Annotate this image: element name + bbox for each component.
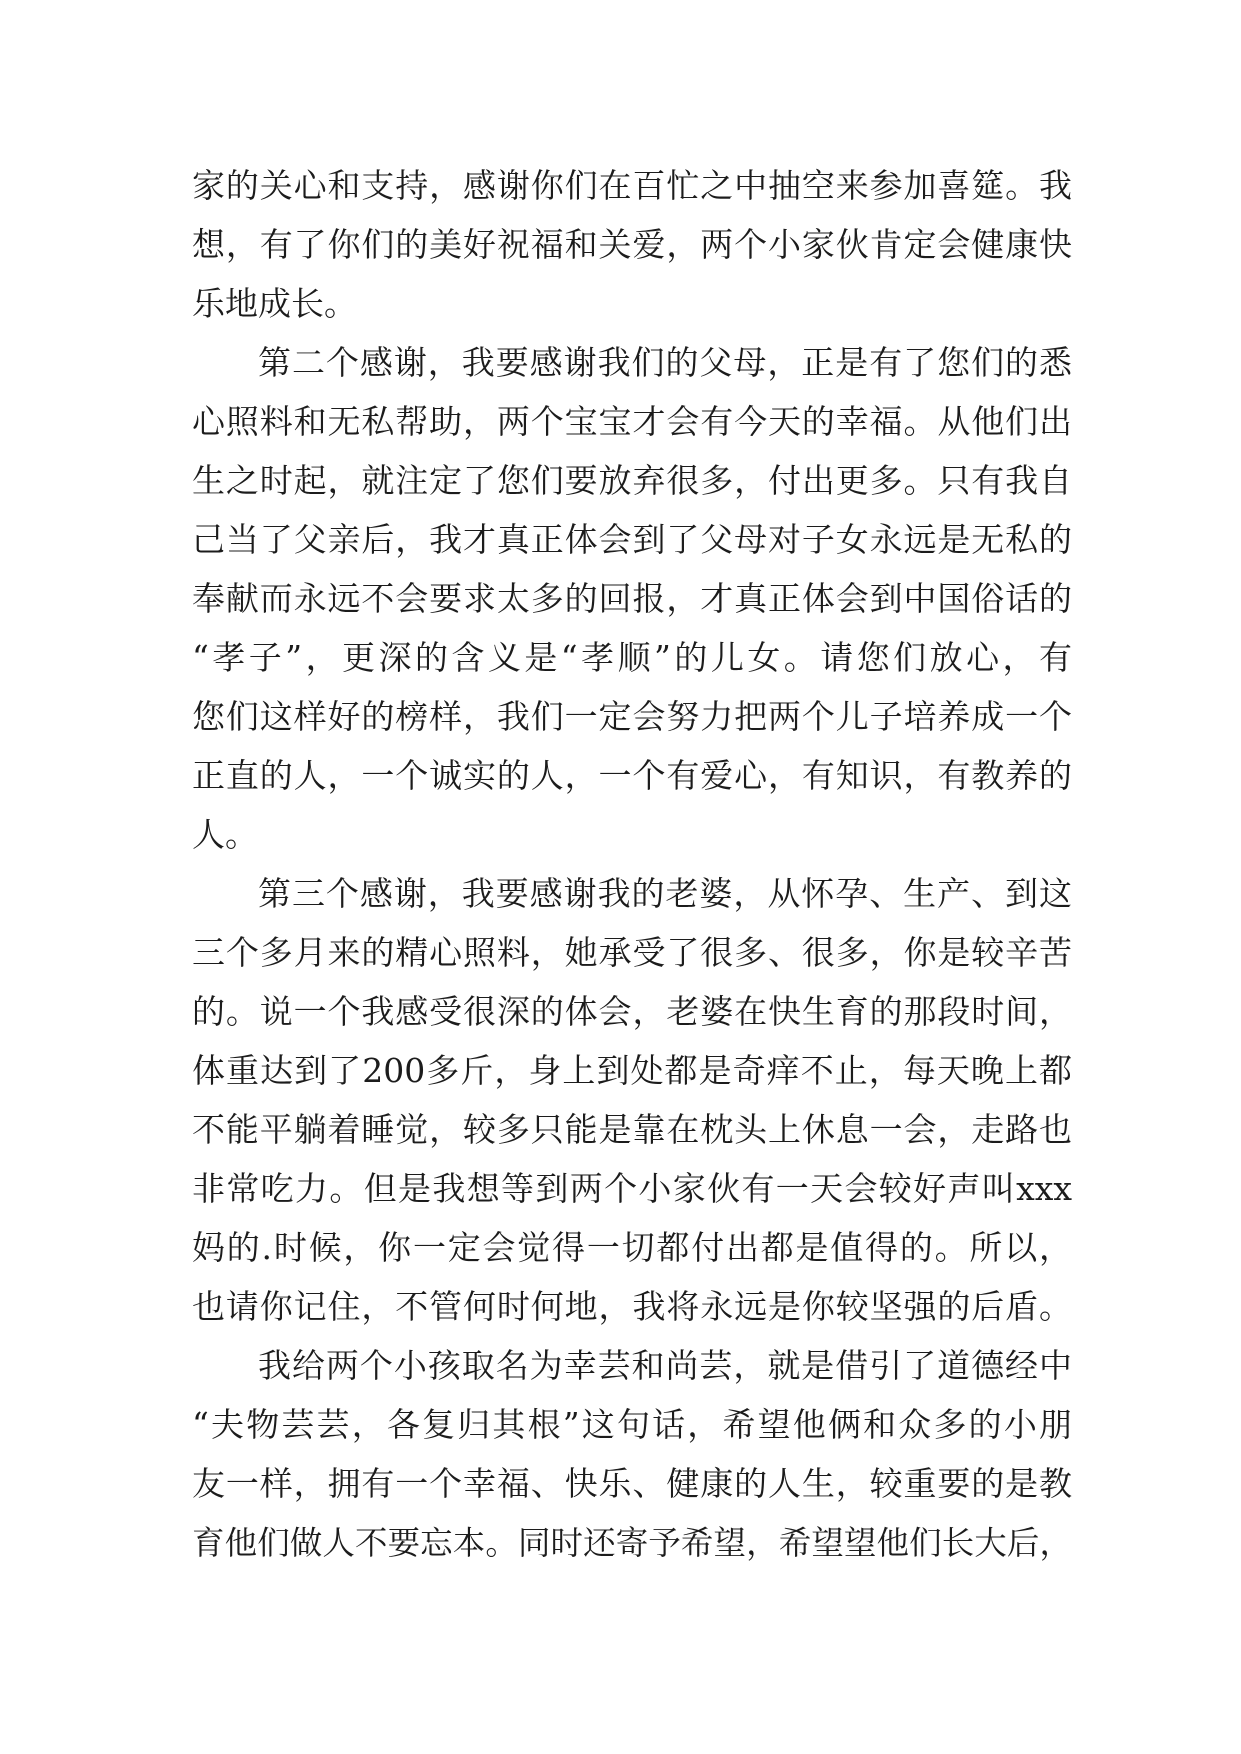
text-line-4: 第二个感谢，我要感谢我们的父母，正是有了您们的悉 — [258, 343, 1072, 382]
text-line-13: 第三个感谢，我要感谢我的老婆，从怀孕、生产、到这 — [258, 874, 1072, 913]
text-line-17: 不能平躺着睡觉，较多只能是靠在枕头上休息一会，走路也 — [192, 1110, 1072, 1149]
text-line-12: 人。 — [192, 815, 258, 854]
text-line-24: 育他们做人不要忘本。同时还寄予希望，希望望他们长大后， — [192, 1524, 1072, 1562]
text-line-18: 非常吃力。但是我想等到两个小家伙有一天会较好声叫xxx — [192, 1169, 1072, 1208]
text-line-9: “孝子”，更深的含义是“孝顺”的儿女。请您们放心，有 — [192, 638, 1072, 677]
text-line-14: 三个多月来的精心照料，她承受了很多、很多，你是较辛苦 — [192, 933, 1072, 972]
text-line-8: 奉献而永远不会要求太多的回报，才真正体会到中国俗话的 — [192, 579, 1072, 618]
text-line-6: 生之时起，就注定了您们要放弃很多，付出更多。只有我自 — [192, 461, 1072, 500]
text-line-19: 妈的.时候，你一定会觉得一切都付出都是值得的。所以， — [192, 1228, 1072, 1267]
text-line-2: 想，有了你们的美好祝福和关爱，两个小家伙肯定会健康快 — [192, 225, 1072, 264]
text-line-22: “夫物芸芸，各复归其根”这句话，希望他俩和众多的小朋 — [192, 1405, 1072, 1444]
text-line-1: 家的关心和支持，感谢你们在百忙之中抽空来参加喜筵。我 — [192, 166, 1072, 205]
text-line-3: 乐地成长。 — [192, 284, 357, 323]
text-line-15: 的。说一个我感受很深的体会，老婆在快生育的那段时间， — [192, 992, 1072, 1031]
text-line-23: 友一样，拥有一个幸福、快乐、健康的人生，较重要的是教 — [192, 1464, 1072, 1503]
text-line-11: 正直的人，一个诚实的人，一个有爱心，有知识，有教养的 — [192, 756, 1072, 795]
text-line-7: 己当了父亲后，我才真正体会到了父母对子女永远是无私的 — [192, 520, 1072, 559]
text-line-20: 也请你记住，不管何时何地，我将永远是你较坚强的后盾。 — [192, 1287, 1072, 1326]
text-line-21: 我给两个小孩取名为幸芸和尚芸，就是借引了道德经中 — [258, 1346, 1072, 1385]
text-line-5: 心照料和无私帮助，两个宝宝才会有今天的幸福。从他们出 — [192, 402, 1072, 441]
text-line-16: 体重达到了200多斤，身上到处都是奇痒不止，每天晚上都 — [192, 1051, 1072, 1090]
text-line-10: 您们这样好的榜样，我们一定会努力把两个儿子培养成一个 — [192, 697, 1072, 736]
